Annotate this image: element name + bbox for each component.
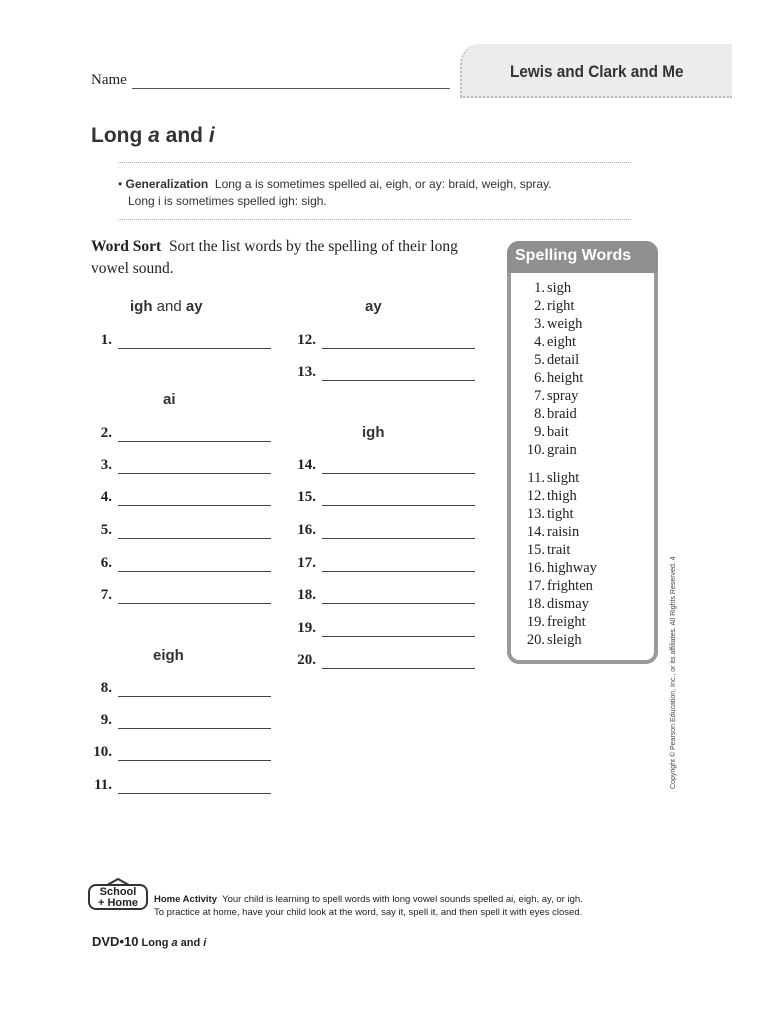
home-activity bbox=[154, 893, 583, 919]
category-igh: igh bbox=[362, 424, 385, 441]
spelling-word: grain bbox=[547, 442, 577, 458]
spelling-word: slight bbox=[547, 470, 580, 486]
home-activity-text-1: Your child is learning to spell words with long vowel sounds spelled ai, eigh, ay, or igh. bbox=[222, 894, 583, 905]
lesson-title: Lewis and Clark and Me bbox=[510, 62, 684, 81]
spelling-word-number: 4. bbox=[534, 334, 545, 350]
spelling-word-number: 5. bbox=[534, 352, 545, 368]
home-activity-label: Home Activity bbox=[154, 894, 217, 905]
spelling-word: weigh bbox=[547, 316, 583, 332]
spelling-word: trait bbox=[547, 542, 571, 558]
spelling-word-number: 3. bbox=[534, 316, 545, 332]
spelling-word-item bbox=[511, 279, 651, 297]
spelling-word-number: 14. bbox=[526, 524, 545, 540]
spelling-word-number: 17. bbox=[526, 578, 545, 594]
spelling-word-number: 20. bbox=[526, 632, 545, 648]
spelling-word: bait bbox=[547, 424, 569, 440]
spelling-words-group-2 bbox=[511, 469, 651, 649]
spelling-word-item bbox=[511, 523, 651, 541]
spelling-word-number: 11. bbox=[527, 470, 545, 486]
instruction bbox=[91, 236, 486, 280]
spelling-word-number: 16. bbox=[526, 560, 545, 576]
category-eigh: eigh bbox=[153, 647, 184, 664]
category-ai: ai bbox=[163, 391, 176, 408]
spelling-word: thigh bbox=[547, 488, 577, 504]
generalization-line2: Long i is sometimes spelled igh: sigh. bbox=[128, 194, 327, 208]
spelling-word-number: 15. bbox=[526, 542, 545, 558]
spelling-word: sleigh bbox=[547, 632, 582, 648]
spelling-word-item bbox=[511, 387, 651, 405]
spelling-word-number: 6. bbox=[534, 370, 545, 386]
spelling-word-item bbox=[511, 423, 651, 441]
spelling-words-title: Spelling Words bbox=[515, 247, 632, 264]
spelling-word-item bbox=[511, 297, 651, 315]
spelling-word: braid bbox=[547, 406, 577, 422]
generalization-label: Generalization bbox=[125, 177, 209, 191]
spelling-word-number: 9. bbox=[534, 424, 545, 440]
spelling-word-item bbox=[511, 541, 651, 559]
spelling-words-header bbox=[507, 241, 658, 273]
spelling-word-item bbox=[511, 595, 651, 613]
spelling-word: eight bbox=[547, 334, 576, 350]
instruction-text: Sort the list words by the spelling of their long vowel sound. bbox=[91, 238, 458, 277]
spelling-word-number: 13. bbox=[526, 506, 545, 522]
spelling-word-item bbox=[511, 315, 651, 333]
spelling-word-number: 12. bbox=[526, 488, 545, 504]
spelling-word-item bbox=[511, 369, 651, 387]
spelling-word: tight bbox=[547, 506, 574, 522]
spelling-word: frighten bbox=[547, 578, 593, 594]
spelling-word-item bbox=[511, 441, 651, 459]
spelling-word-item bbox=[511, 613, 651, 631]
spelling-word: height bbox=[547, 370, 584, 386]
spelling-word-number: 1. bbox=[534, 280, 545, 296]
spelling-word-number: 10. bbox=[526, 442, 545, 458]
spelling-words-box bbox=[507, 241, 658, 664]
school-home-logo: School + Home bbox=[88, 878, 148, 912]
spelling-word-number: 2. bbox=[534, 298, 545, 314]
page-title: Long a and i bbox=[91, 124, 215, 147]
spelling-word-number: 8. bbox=[534, 406, 545, 422]
spelling-word: raisin bbox=[547, 524, 580, 540]
home-activity-text-2: To practice at home, have your child look at the word, say it, spell it, and then spell it with eyes closed. bbox=[154, 907, 583, 918]
spelling-word-number: 19. bbox=[526, 614, 545, 630]
spelling-word: dismay bbox=[547, 596, 589, 612]
spelling-word: spray bbox=[547, 388, 579, 404]
spelling-word-number: 18. bbox=[526, 596, 545, 612]
spelling-word-item bbox=[511, 559, 651, 577]
category-ay: ay bbox=[365, 298, 382, 315]
spelling-word-item bbox=[511, 333, 651, 351]
spelling-word: highway bbox=[547, 560, 597, 576]
divider-bottom bbox=[118, 219, 631, 220]
name-line bbox=[132, 88, 450, 89]
lesson-title-tab bbox=[460, 44, 732, 98]
spelling-words-group-1 bbox=[511, 279, 651, 459]
divider-top bbox=[118, 162, 631, 163]
spelling-word-item bbox=[511, 577, 651, 595]
spelling-word-item bbox=[511, 405, 651, 423]
footer-page-reference: DVD•10 Long a and i bbox=[92, 934, 207, 949]
spelling-word: sigh bbox=[547, 280, 572, 296]
spelling-word: right bbox=[547, 298, 575, 314]
spelling-word-item bbox=[511, 631, 651, 649]
generalization-line1: Long a is sometimes spelled ai, eigh, or ay: braid, weigh, spray. bbox=[214, 177, 552, 191]
spelling-word: detail bbox=[547, 352, 580, 368]
spelling-word-item bbox=[511, 469, 651, 487]
spelling-word-number: 7. bbox=[534, 388, 545, 404]
name-label: Name bbox=[91, 72, 127, 88]
category-igh-and-ay: igh and ay bbox=[130, 298, 203, 315]
spelling-word-item bbox=[511, 351, 651, 369]
spelling-word: freight bbox=[547, 614, 586, 630]
spelling-word-item bbox=[511, 487, 651, 505]
instruction-label: Word Sort bbox=[91, 238, 162, 255]
spelling-word-item bbox=[511, 505, 651, 523]
generalization-box: • Generalization Long a is sometimes spelled ai, eigh, or ay: braid, weigh, spray. Long i is sometimes spelled igh: sigh. bbox=[118, 177, 552, 208]
copyright-notice: Copyright © Pearson Education, Inc., or its affiliates. All Rights Reserved. 4 bbox=[670, 556, 677, 789]
